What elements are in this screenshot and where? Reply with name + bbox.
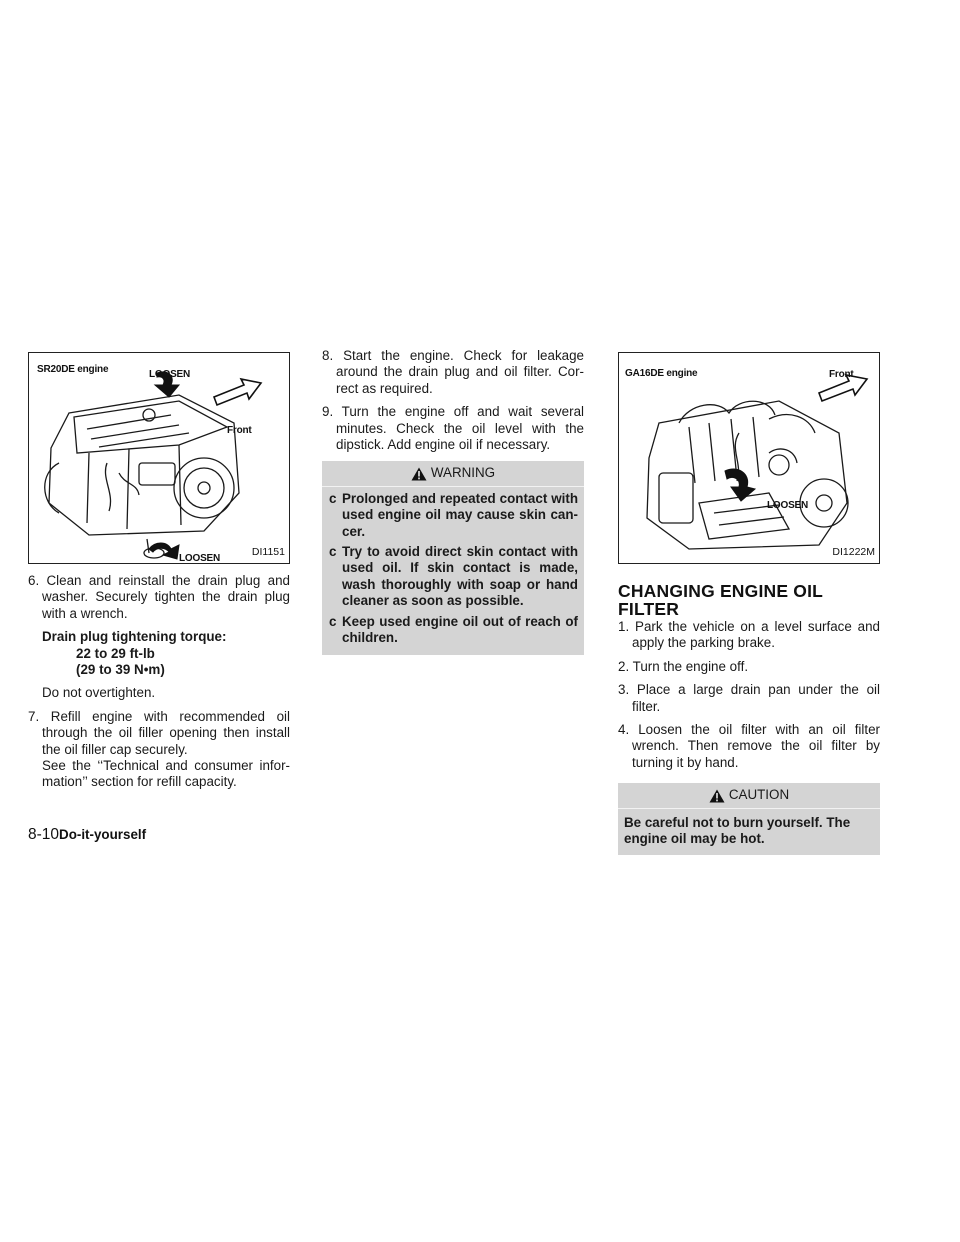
- engine-illustration: [29, 353, 290, 564]
- torque-ft-lb: 22 to 29 ft-lb: [76, 645, 155, 661]
- bullet-mark: c: [329, 490, 337, 506]
- step-8: 8. Start the engine. Check for leakage around the drain plug and oil filter. Cor-rect as required.: [322, 348, 584, 396]
- do-not-overtighten: Do not overtighten.: [42, 685, 156, 701]
- warning-title: WARNING: [430, 465, 496, 481]
- step-6: 6. Clean and reinstall the drain plug and washer. Securely tighten the drain plug with a wrench.: [28, 573, 290, 621]
- section-name: Do-it-yourself: [59, 827, 147, 842]
- warning-triangle-icon: [709, 789, 725, 803]
- warning-item: c Try to avoid direct skin contact with used oil. If skin contact is made, wash thoroughly with soap or hand cleaner as soon as possible.: [329, 544, 578, 609]
- warning-item: c Prolonged and repeated contact with used engine oil may cause skin can-cer.: [329, 490, 578, 539]
- figure-code: DI1222M: [832, 545, 875, 558]
- warning-box: [322, 461, 584, 654]
- page-number: 8-10: [28, 826, 60, 843]
- loosen-label-top: LOOSEN: [149, 369, 191, 380]
- column-left: [28, 352, 290, 798]
- warning-triangle-icon: [411, 467, 427, 481]
- filter-step-1: 1. Park the vehicle on a level surface and apply the parking brake.: [618, 619, 880, 651]
- warning-header: [322, 461, 584, 486]
- loosen-label: LOOSEN: [767, 500, 809, 511]
- front-label: Front: [829, 369, 854, 380]
- step-7-reference: See the ‘‘Technical and consumer infor-mation’’ section for refill capacity.: [42, 758, 290, 790]
- step-9: 9. Turn the engine off and wait several minutes. Check the oil level with the dipstick. Add engine oil if necessary.: [322, 404, 584, 453]
- column-right: [618, 352, 880, 855]
- caution-title: CAUTION: [728, 787, 790, 803]
- caution-header: [618, 783, 880, 808]
- filter-step-4: 4. Loosen the oil filter with an oil filter wrench. Then remove the oil filter by turning it by hand.: [618, 722, 880, 770]
- ga16de-engine-figure: [618, 352, 880, 564]
- column-middle: [322, 348, 584, 655]
- torque-nm: (29 to 39 N•m): [76, 662, 165, 678]
- engine-illustration: [619, 353, 880, 564]
- figure-code: DI1151: [251, 545, 285, 558]
- section-title: CHANGING ENGINE OIL FILTER: [618, 581, 823, 619]
- engine-label: GA16DE engine: [625, 368, 698, 379]
- page-footer: [28, 826, 146, 844]
- filter-step-2: 2. Turn the engine off.: [618, 658, 749, 674]
- bullet-mark: c: [329, 544, 337, 560]
- bullet-mark: c: [329, 613, 337, 629]
- caution-text: Be careful not to burn yourself. The engine oil may be hot.: [624, 814, 851, 847]
- warning-item: c Keep used engine oil out of reach of children.: [329, 613, 578, 646]
- loosen-label-bottom: LOOSEN: [179, 553, 221, 564]
- step-7: 7. Refill engine with recommended oil through the oil filler opening then install the oil filler cap securely.: [28, 708, 290, 757]
- torque-label: Drain plug tightening torque:: [42, 629, 227, 645]
- front-label: Front: [227, 425, 252, 436]
- sr20de-engine-figure: [28, 352, 290, 564]
- filter-step-3: 3. Place a large drain pan under the oil filter.: [618, 682, 880, 714]
- engine-label: SR20DE engine: [37, 364, 109, 375]
- caution-box: [618, 783, 880, 855]
